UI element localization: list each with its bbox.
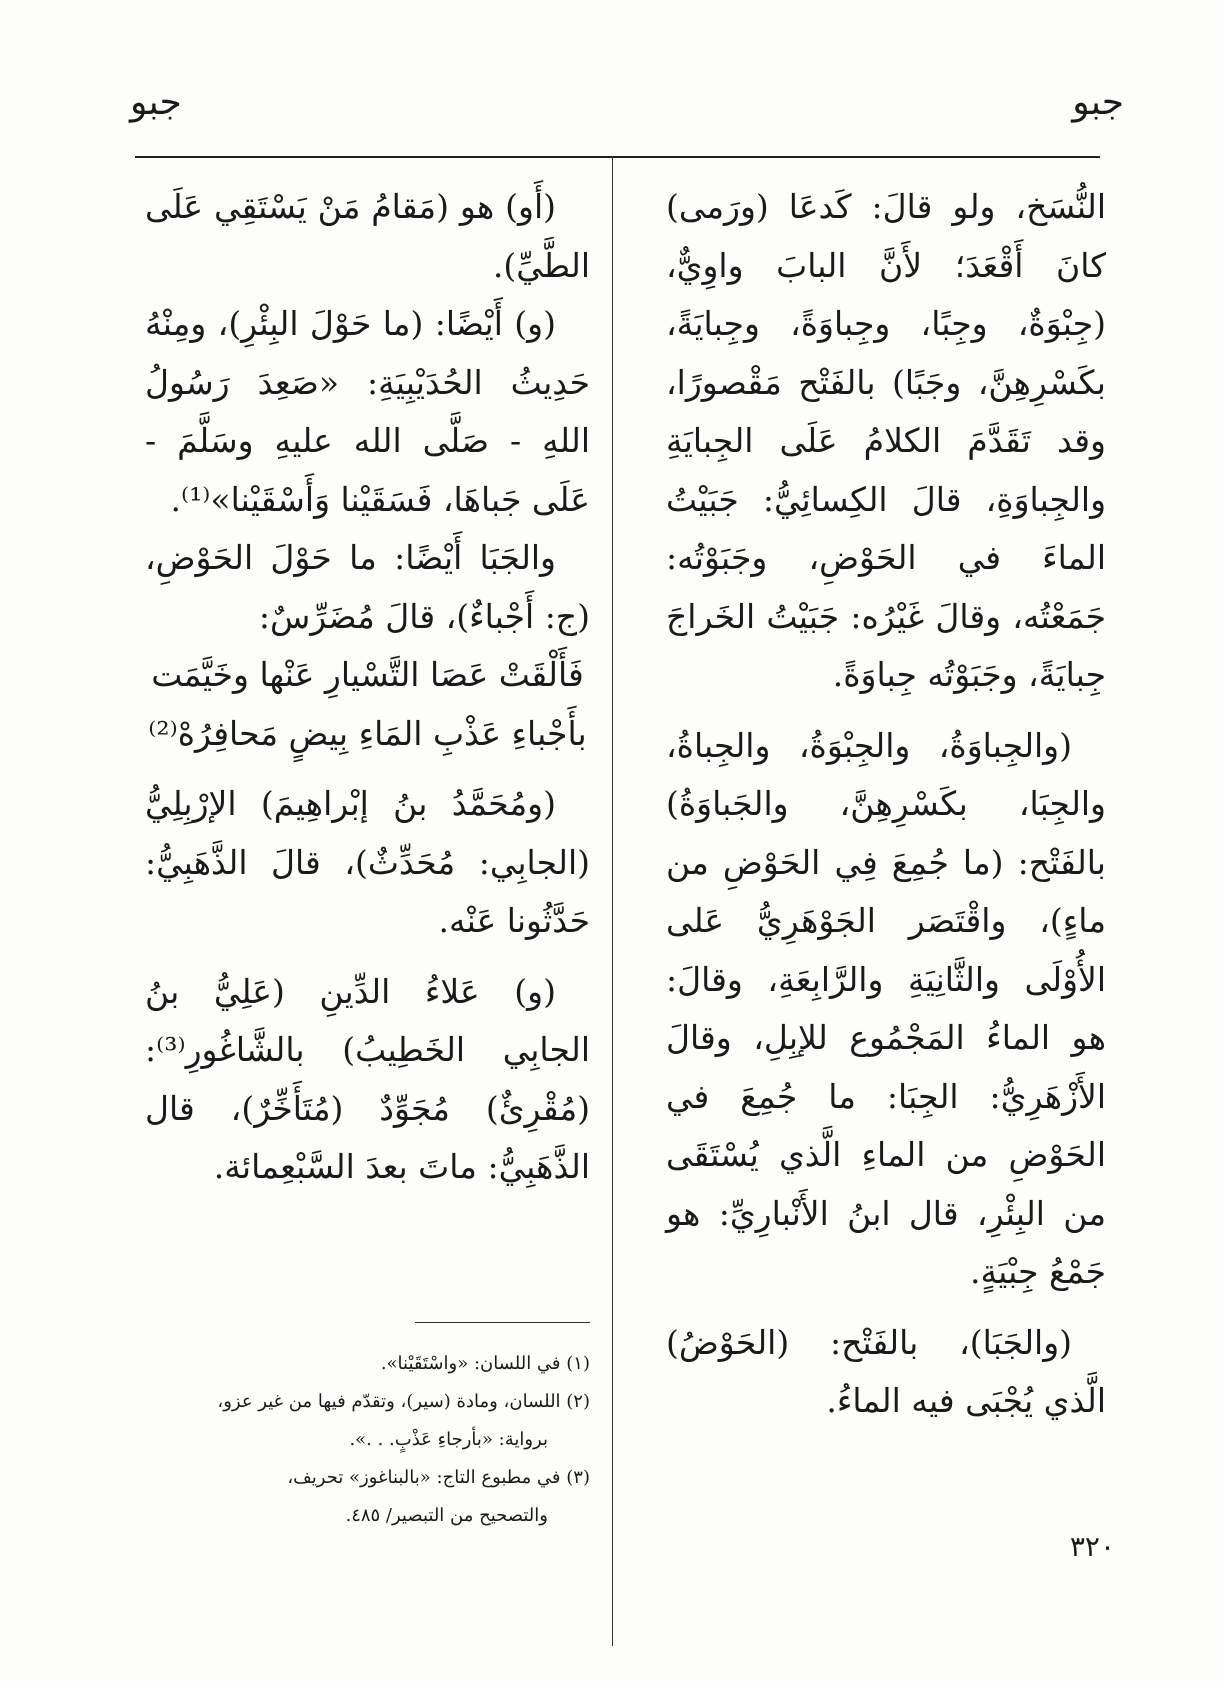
poem-line: فَأَلْقَتْ عَصَا التَّسْيارِ عَنْها وخَيَّمَت xyxy=(151,655,584,694)
column-separator xyxy=(612,156,613,1646)
footnotes xyxy=(140,1345,590,1535)
footnote: (٢) اللسان، ومادة (سير)، وتقدّم فيها من غير عزو، xyxy=(217,1391,590,1412)
paragraph: والجَبَا أَيْضًا: ما حَوْلَ الحَوْضِ، (ج: أَجْباءٌ)، قالَ مُضَرِّسٌ: xyxy=(145,538,590,636)
paragraph: (والجِباوَةُ، والجِبْوَةُ، والجِباةُ، والجِبَا، بكَسْرِهِنَّ، والجَباوَةُ) بالفَتْح: (ما جُمِعَ فِي الحَوْضِ من ماءٍ)، واقْتَصَر الجَوْهَرِيُّ عَلى الأُوْلَى والثَّانِيَةِ والرَّابِعَةِ، وقالَ: هو الماءُ المَجْمُوع للإبِلِ، وقالَ الأَزْهَرِيُّ: الجِبَا: ما جُمِعَ في الحَوْضِ من الماءِ الَّذي يُسْتَقَى من البِئْرِ، قال ابنُ الأَنْبارِيِّ: هو جَمْعُ جِبْيَةٍ. xyxy=(666,725,1106,1291)
footnote: (١) في اللسان: «واسْتَقَيْنا». xyxy=(380,1353,590,1374)
paragraph: (والجَبَا)، بالفَتْح: (الحَوْضُ) الَّذي يُجْبَى فيه الماءُ. xyxy=(666,1322,1106,1420)
paragraph: (و) عَلاءُ الدِّينِ (عَلِيُّ بنُ الجابِي الخَطِيبُ) بالشَّاغُورِ⁽³⁾: (مُقْرِئٌ) مُجَوِّدٌ (مُتَأَخِّرٌ)، قال الذَّهَبِيُّ: ماتَ بعدَ السَّبْعِمائة. xyxy=(145,971,590,1186)
paragraph: النُّسَخ، ولو قالَ: كَدعَا (ورَمى) كانَ أَقْعَدَ؛ لأَنَّ البابَ واوِيٌّ، (جِبْوَةٌ، وجِبًا، وجِباوَةً، وجِبايَةً، بكَسْرِهِنَّ، وجَبًا) بالفَتْح مَقْصورًا، وقد تَقَدَّمَ الكلامُ عَلَى الجِبايَةِ والجِباوَةِ، قالَ الكِسائِيُّ: جَبَيْتُ الماءَ في الحَوْضِ، وجَبَوْتُه: جَمَعْتُه، وقالَ غَيْرُه: جَبَيْتُ الخَراجَ جِبايَةً، وجَبَوْتُه جِباوَةً. xyxy=(666,187,1106,694)
footnote-continuation: والتصحيح من التبصير/ ٤٨٥. xyxy=(345,1505,548,1526)
footnote: (٣) في مطبوع التاج: «بالبناغوز» تحريف، xyxy=(287,1467,590,1488)
header-rule xyxy=(135,156,1100,158)
header-root-word-left: جبو xyxy=(130,82,182,123)
right-column xyxy=(666,178,1106,1431)
left-column xyxy=(145,178,590,1197)
paragraph: (و) أَيْضًا: (ما حَوْلَ البِئْرِ)، ومِنْهُ حَدِيثُ الحُدَيْبِيَةِ: «صَعِدَ رَسُولُ اللهِ - صَلَّى الله عليهِ وسَلَّمَ - عَلَى جَباهَا، فَسَقَيْنا وَأَسْقَيْنا»⁽¹⁾. xyxy=(145,304,590,519)
footnote-rule xyxy=(415,1322,590,1323)
paragraph: (ومُحَمَّدُ بنُ إبْراهِيمَ) الإرْبِلِيُّ (الجابِي: مُحَدِّثٌ)، قالَ الذَّهَبِيُّ: حَدَّثُونا عَنْه. xyxy=(145,784,590,940)
header-root-word-right: جبو xyxy=(1072,82,1124,123)
footnote-continuation: برواية: «بأرجاءِ عَذْبٍ. . .». xyxy=(349,1429,548,1450)
page-number: ٣٢٠ xyxy=(1069,1530,1115,1563)
paragraph: (أَو) هو (مَقامُ مَنْ يَسْتَقِي عَلَى الطَّيِّ). xyxy=(145,187,590,285)
poem-line: بأَجْباءِ عَذْبِ المَاءِ بِيضٍ مَحافِرُهْ⁽²⁾ xyxy=(148,713,587,753)
